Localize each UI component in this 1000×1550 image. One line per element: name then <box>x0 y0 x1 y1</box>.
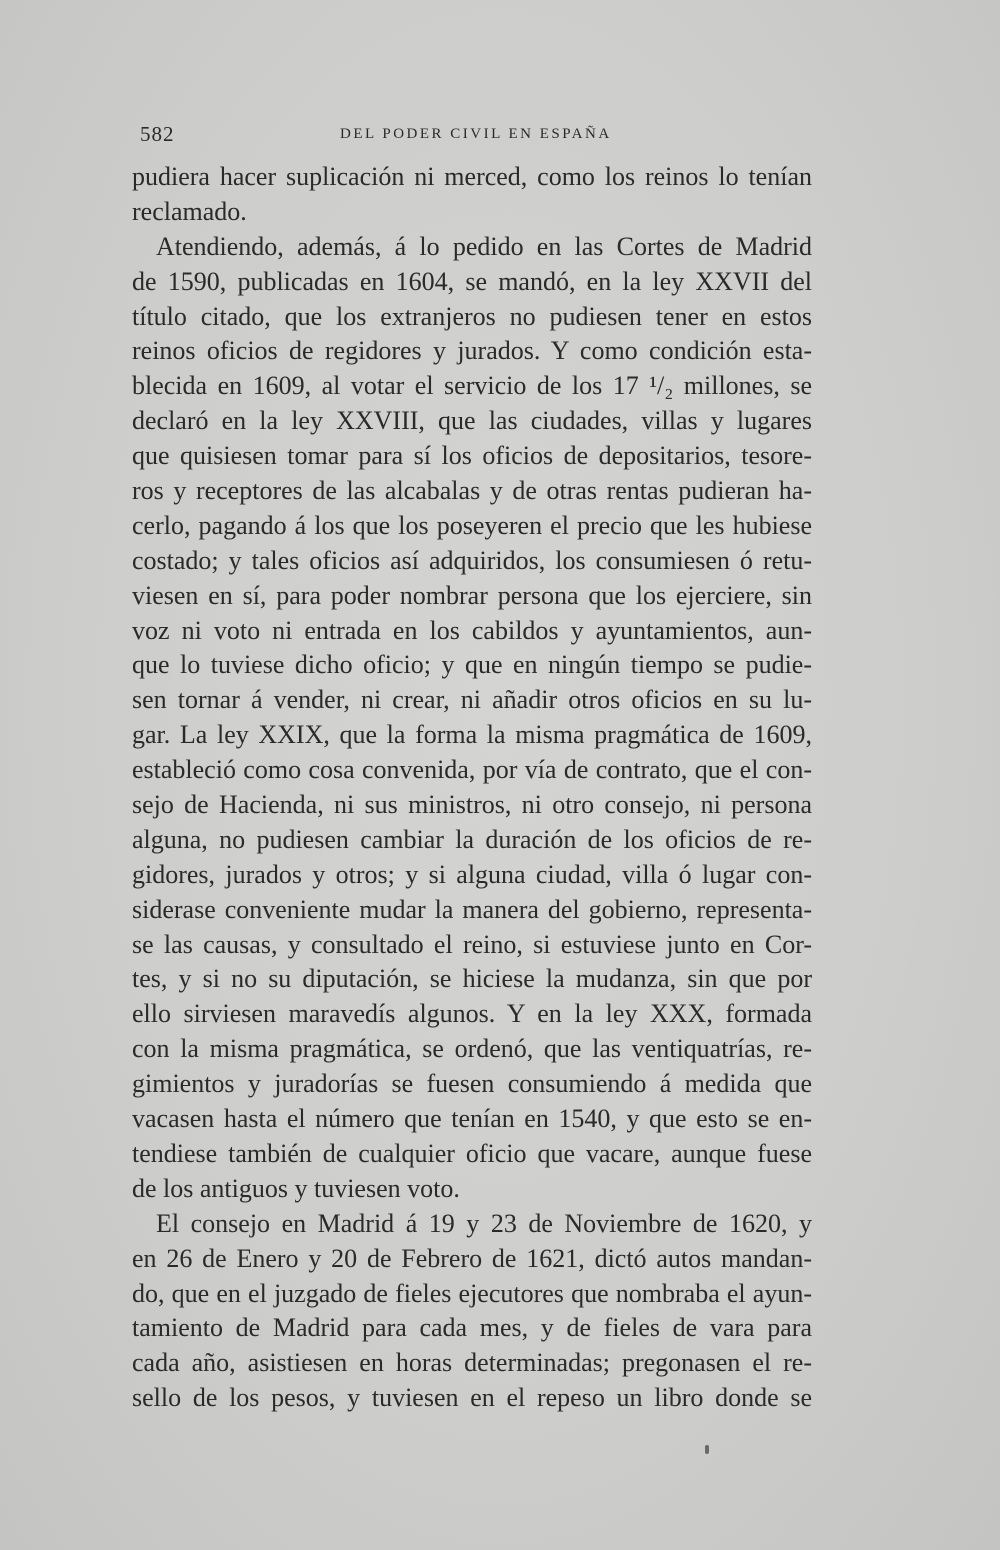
text-line: Atendiendo, además, á lo pedido en las Cortes de Madrid <box>156 231 812 261</box>
text-line: declaró en la ley XXVIII, que las ciudades, villas y lugares <box>132 406 812 436</box>
text-line: que lo tuviese dicho oficio; y que en ningún tiempo se pudie- <box>132 650 812 680</box>
text-line: tes, y si no su diputación, se hiciese la mudanza, sin que por <box>132 964 812 994</box>
text-line: tendiese también de cualquier oficio que vacare, aunque fuese <box>132 1138 812 1168</box>
text-line: viesen en sí, para poder nombrar persona que los ejerciere, sin <box>132 580 812 610</box>
text-line: sen tornar á vender, ni crear, ni añadir otros oficios en su lu- <box>132 685 812 715</box>
text-line: sejo de Hacienda, ni sus ministros, ni otro consejo, ni persona <box>132 790 812 820</box>
text-line: sello de los pesos, y tuviesen en el repeso un libro donde se <box>132 1383 812 1413</box>
text-line: El consejo en Madrid á 19 y 23 de Noviembre de 1620, y <box>156 1208 812 1238</box>
text-line: con la misma pragmática, se ordenó, que las ventiquatrías, re- <box>132 1034 812 1064</box>
page-header <box>140 122 820 152</box>
text-line: cerlo, pagando á los que los poseyeren el precio que les hubiese <box>132 510 812 540</box>
text-line: blecida en 1609, al votar el servicio de los 17 ¹/₂ millones, se <box>132 371 812 401</box>
text-line: ello sirviesen maravedís algunos. Y en la ley XXX, formada <box>132 999 812 1029</box>
text-line: alguna, no pudiesen cambiar la duración de los oficios de re- <box>132 824 812 854</box>
running-head: DEL PODER CIVIL EN ESPAÑA <box>340 126 612 142</box>
text-line: gidores, jurados y otros; y si alguna ciudad, villa ó lugar con- <box>132 859 812 889</box>
text-line: voz ni voto ni entrada en los cabildos y ayuntamientos, aun- <box>132 615 812 645</box>
text-line: reinos oficios de regidores y jurados. Y como condición esta- <box>132 336 812 366</box>
text-line: gimientos y juradorías se fuesen consumiendo á medida que <box>132 1069 812 1099</box>
text-line: de los antiguos y tuviesen voto. <box>132 1173 460 1203</box>
text-line: reclamado. <box>132 196 247 226</box>
text-line: siderase conveniente mudar la manera del gobierno, representa- <box>132 894 812 924</box>
text-line: do, que en el juzgado de fieles ejecutores que nombraba el ayun- <box>132 1278 812 1308</box>
text-line: se las causas, y consultado el reino, si estuviese junto en Cor- <box>132 929 812 959</box>
ink-speck <box>705 1445 709 1454</box>
text-line: vacasen hasta el número que tenían en 1540, y que esto se en- <box>132 1104 812 1134</box>
text-line: ros y receptores de las alcabalas y de otras rentas pudieran ha- <box>132 476 812 506</box>
page-number: 582 <box>140 122 175 146</box>
text-line: que quisiesen tomar para sí los oficios de depositarios, tesore- <box>132 441 812 471</box>
text-line: cada año, asistiesen en horas determinadas; pregonasen el re- <box>132 1348 812 1378</box>
text-line: gar. La ley XXIX, que la forma la misma pragmática de 1609, <box>132 720 812 750</box>
text-line: pudiera hacer suplicación ni merced, como los reinos lo tenían <box>132 162 812 191</box>
text-line: en 26 de Enero y 20 de Febrero de 1621, dictó autos mandan- <box>132 1243 812 1273</box>
text-line: de 1590, publicadas en 1604, se mandó, en la ley XXVII del <box>132 266 812 296</box>
text-line: estableció como cosa convenida, por vía de contrato, que el con- <box>132 755 812 785</box>
body-text <box>132 160 812 1416</box>
text-line: título citado, que los extranjeros no pudiesen tener en estos <box>132 301 812 331</box>
text-line: tamiento de Madrid para cada mes, y de fieles de vara para <box>132 1313 812 1343</box>
text-line: costado; y tales oficios así adquiridos, los consumiesen ó retu- <box>132 545 812 575</box>
